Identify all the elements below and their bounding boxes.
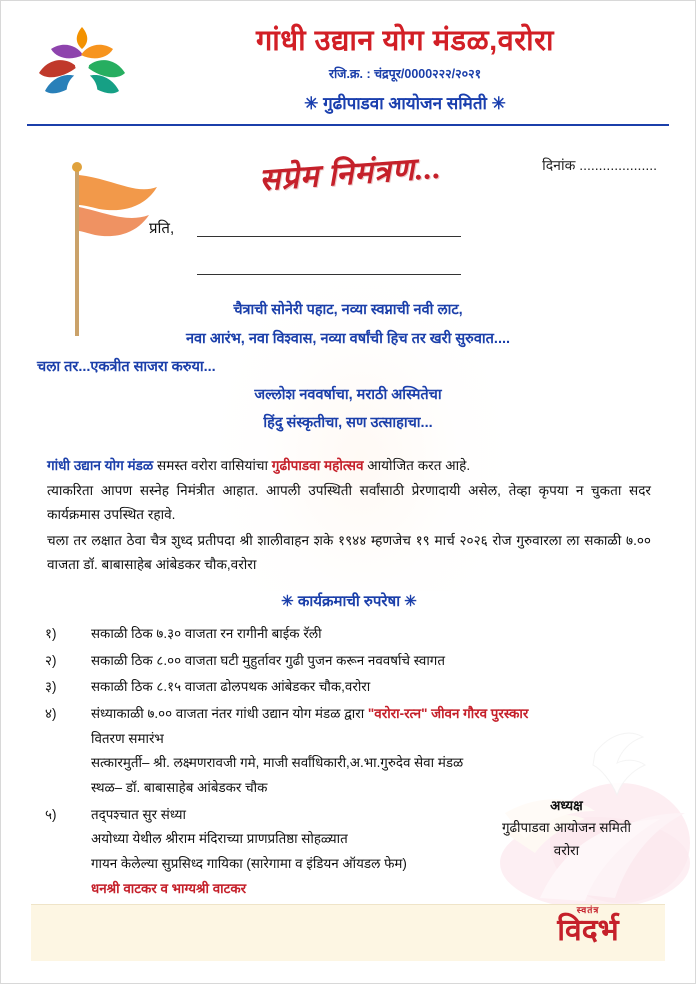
poem-line-2: नवा आरंभ, नवा विश्वास, नव्या वर्षांची हिच तर खरी सुरुवात....: [185, 330, 511, 347]
body-paragraph-2: त्याकरिता आपण सस्नेह निमंत्रीत आहात. आपली उपस्थिती सर्वांसाठी प्रेरणादायी असेल, तेव्हा कृपया न चुकता सदर कार्यक्रमास उपस्थित रहावे.: [47, 483, 651, 523]
singer-names: धनश्री वाटकर व भाग्यश्री वाटकर: [91, 880, 247, 896]
body-p1-mid: समस्त वरोरा वासियांचा: [153, 457, 272, 473]
organization-title: गांधी उद्यान योग मंडळ,वरोरा: [255, 25, 555, 57]
poem-line-5: हिंदु संस्कृतीचा, सण उत्साहाचा...: [263, 415, 433, 432]
yoga-lotus-logo: [23, 15, 141, 111]
schedule-section-title: ✳ कार्यक्रमाची रुपरेषा ✳: [281, 592, 417, 610]
body-festival-highlight: गुढीपाडवा महोत्सव: [271, 457, 364, 473]
addressee-label: प्रति,: [149, 220, 175, 238]
schedule-item: [45, 650, 655, 672]
committee-name: ✳ गुढीपाडवा आयोजन समिती ✳: [304, 94, 506, 114]
header-text: [141, 15, 669, 114]
schedule-item-number: २): [45, 652, 57, 668]
honoree-line: सत्कारमुर्ती– श्री. लक्ष्मणरावजी गमे, माजी सर्वांधिकारी,अ.भा.गुरुदेव सेवा मंडळ: [91, 755, 464, 771]
schedule-item-text: [91, 703, 655, 799]
schedule-item: [45, 623, 655, 645]
poem-line-3: चला तर...एकत्रीत साजरा करुया...: [37, 358, 216, 375]
award-venue: स्थळ– डॉ. बाबासाहेब आंबेडकर चौक: [91, 780, 268, 796]
body-paragraph-3: चला तर लक्षात ठेवा चैत्र शुध्द प्रतीपदा श्री शालीवाहन शके १९४४ म्हणजेच १९ मार्च २०२६ रोज गुरुवारला ला सकाळी ७.०० वाजता डॉ. बाबासाहेब आंबेडकर चौक,वरोरा: [47, 533, 651, 572]
sur-sandhya-text: तद्पश्चात सुर संध्या: [91, 806, 187, 822]
body-block: [1, 454, 695, 615]
singer-sub-2: गायन केलेल्या सुप्रसिध्द गायिका (सारेगामा व इंडियन ऑयडल फेम): [91, 856, 407, 872]
award-title-highlight: "वरोरा-रत्न" जीवन गौरव पुरस्कार: [367, 705, 529, 721]
header-divider: [27, 124, 669, 126]
signature-place: वरोरा: [553, 843, 580, 859]
vidarbha-big-text: विदर्भ: [557, 914, 619, 947]
signature-block: [502, 795, 631, 863]
schedule-item-text: सकाळी ठिक ८.०० वाजता घटी मुहुर्तावर गुढी पुजन करून नववर्षाचे स्वागत: [91, 652, 445, 668]
schedule-item: [45, 703, 655, 799]
poem-line-4: जल्लोश नववर्षाचा, मराठी अस्मितेचा: [254, 387, 442, 404]
award-text-prefix: संध्याकाळी ७.०० वाजता नंतर गांधी उद्यान योग मंडळ द्वारा: [91, 705, 368, 721]
schedule-item-number: ४): [45, 705, 57, 721]
body-org-highlight: गांधी उद्यान योग मंडळ: [47, 457, 154, 473]
schedule-item-number: ३): [45, 679, 57, 695]
award-sub-2: [91, 752, 655, 774]
poem-block: [1, 296, 695, 437]
vidarbha-small-text: स्वतंत्र: [576, 905, 600, 915]
body-paragraph-1: [47, 454, 651, 478]
swatantra-vidarbha-logo: [525, 903, 651, 965]
signature-body: गुढीपाडवा आयोजन समिती: [501, 820, 631, 836]
addressee-line-2: [197, 274, 461, 275]
invite-band: [1, 130, 695, 248]
invitation-script-text: सप्रेम निमंत्रण...: [258, 150, 443, 198]
signature-title: अध्यक्ष: [550, 797, 583, 813]
singer-sub-1: अयोध्या येथील श्रीराम मंदिराच्या प्राणप्रतिष्ठा सोहळ्यात: [91, 831, 348, 847]
poem-line-1: चैत्राची सोनेरी पहाट, नव्या स्वप्नाची नवी लाट,: [233, 302, 463, 319]
award-sub-1: वितरण समारंभ: [91, 730, 164, 746]
schedule-item-text: सकाळी ठिक ८.१५ वाजता ढोलपथक आंबेडकर चौक,वरोरा: [91, 679, 371, 695]
date-field-label: दिनांक ....................: [542, 157, 657, 174]
schedule-item-number: ५): [45, 806, 57, 822]
registration-number: रजि.क्र. : चंद्रपूर/0000२२२/२०२१: [328, 67, 482, 82]
schedule-item-text: सकाळी ठिक ७.३० वाजता रन रागीनी बाईक रॅली: [91, 625, 322, 641]
body-p1-end: आयोजित करत आहे.: [363, 457, 471, 473]
addressee-line-1: [197, 236, 461, 237]
schedule-item: [45, 676, 655, 698]
header: [1, 1, 695, 116]
schedule-item-number: १): [45, 625, 57, 641]
